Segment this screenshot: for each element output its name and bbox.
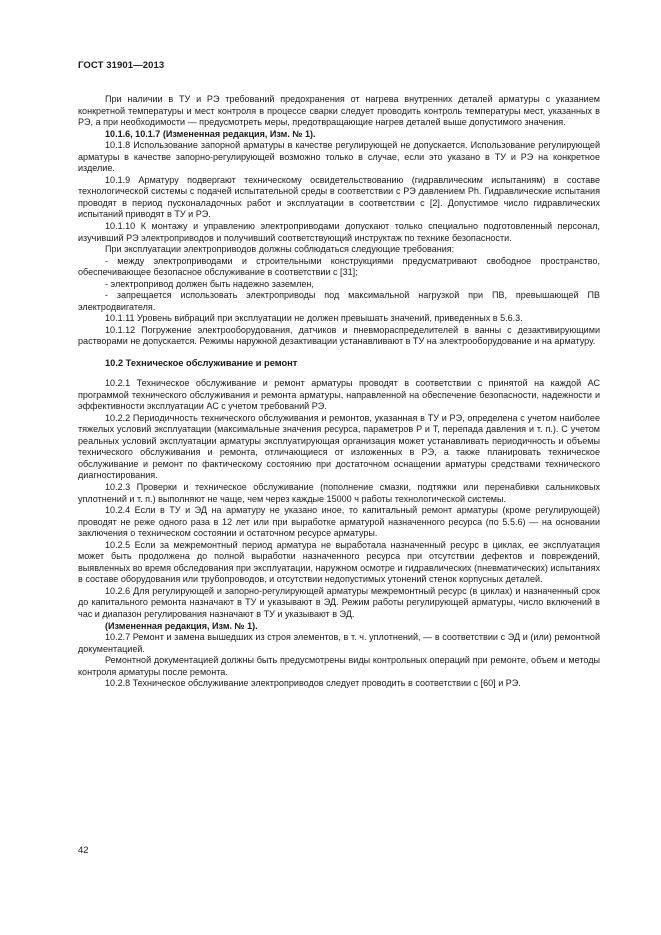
page-number: 42 [78,845,89,856]
list-item: - электропривод должен быть надежно заземлен, [105,278,314,289]
list-item: - между электроприводами и строительными конструкциями предусматривают свободное пространство, обеспечивающее безопасное обслуживание в соответствии с [31]; [78,255,600,278]
paragraph: 10.2.1 Техническое обслуживание и ремонт арматуры проводят в соответствии с принятой на каждой АС программой технического обслуживания и ремонта арматуры, направленной на обеспечение безопасности, надежности и эффективности эксплуатации АС с учетом требований РЭ. [78,378,600,412]
amendment-note: 10.1.6, 10.1.7 (Измененная редакция, Изм. № 1). [105,128,316,139]
amendment-note: (Измененная редакция, Изм. № 1). [105,620,258,631]
paragraph: 10.2.6 Для регулирующей и запорно-регулирующей арматуры межремонтный ресурс (в циклах) и назначенный срок до капитального ремонта назначают в ТУ и указывают в ЭД. Режим работы регулирующей арматуры, число включений в час и диапазон регулирования назначают в ТУ и указывают в ЭД. [78,585,600,619]
paragraph: 10.2.5 Если за межремонтный период арматура не выработала назначенный ресурс в циклах, ее эксплуатация может быть продолжена до полной выработки назначенного ресурса при отсутствии дефектов и повреждений, выявленных во время обследования при эксплуатации, наружном осмотре и гидравлических (пневматических) испытаниях в составе оборудования или трубопроводов, и отсутствии недопустимых утонений стенок корпусных деталей. [78,539,600,585]
paragraph: Ремонтной документацией должны быть предусмотрены виды контрольных операций при ремонте, объем и методы контроля арматуры после ремонта. [78,655,600,677]
paragraph: 10.2.3 Проверки и техническое обслуживание (пополнение смазки, подтяжки или перенабивки сальниковых уплотнений и т. п.) выполняют не чаще, чем через каждые 15000 ч работы технологической системы. [78,481,600,504]
paragraph: 10.2.8 Техническое обслуживание электроприводов следует проводить в соответствии с [60] и РЭ. [105,678,521,689]
document-body [78,94,600,690]
paragraph: 10.2.2 Периодичность технического обслуживания и ремонтов, указанная в ТУ и РЭ, определена с учетом наиболее тяжелых условий эксплуатации (максимальные значения ресурса, параметров P и T, перепада давления и т. п.). С учетом реальных условий эксплуатации арматуры эксплуатирующая организация может устанавливать периодичность и объемы технического обслуживания и ремонта, отличающиеся от изложенных в РЭ, а также планировать техническое обслуживание и ремонт по фактическому состоянию при достаточном оснащении арматуры средствами технического диагностирования. [78,412,600,481]
paragraph: 10.1.11 Уровень вибраций при эксплуатации не должен превышать значений, приведенных в 5.6.3. [105,313,523,324]
paragraph: При наличии в ТУ и РЭ требований предохранения от нагрева внутренних деталей арматуры с указанием конкретной температуры и мест контроля в процессе сварки следует проводить контроль температуры мест, указанных в РЭ, а при необходимости — предусмотреть меры, предотвращающие нагрев деталей выше допустимого значения. [78,94,600,128]
section-heading: 10.2 Техническое обслуживание и ремонт [105,358,298,369]
paragraph: 10.1.9 Арматуру подвергают техническому освидетельствованию (гидравлическим испытаниям) в составе технологической системы с подачей испытательной среды в соответствии с РЭ давлением Ph. Гидравлические испытания проводят в период пусконаладочных работ и эксплуатации в соответствии с [2]. Допустимое число гидравлических испытаний приводят в ТУ и РЭ. [78,174,600,220]
document-header: ГОСТ 31901—2013 [78,60,165,71]
paragraph: 10.2.7 Ремонт и замена вышедших из строя элементов, в т. ч. уплотнений, — в соответствии с ЭД и (или) ремонтной документацией. [78,632,600,654]
list-item: - запрещается использовать электроприводы под максимальной нагрузкой при ПВ, превышающей ПВ электродвигателя. [78,290,600,312]
paragraph: 10.1.8 Использование запорной арматуры в качестве регулирующей не допускается. Использование регулирующей арматуры в качестве запорно-регулирующей возможно только в случае, если это указано в ТУ и РЭ на конкретное изделие. [78,140,600,174]
paragraph: При эксплуатации электроприводов должны соблюдаться следующие требования: [105,244,455,255]
paragraph: 10.1.12 Погружение электрооборудования, датчиков и пневмораспределителей в ванны с дезактивирующими растворами не допускается. Режимы наружной дезактивации устанавливают в ТУ на электрооборудование и на арматуру. [78,324,600,347]
paragraph: 10.2.4 Если в ТУ и ЭД на арматуру не указано иное, то капитальный ремонт арматуры (кроме регулирующей) проводят не реже одного раза в 12 лет или при выработке арматурой назначенного ресурса (по 5.5.6) — на основании заключения о техническом состоянии и остаточном ресурсе арматуры. [78,505,600,539]
paragraph: 10.1.10 К монтажу и управлению электроприводами допускают только специально подготовленный персонал, изучивший РЭ электроприводов и получивший соответствующий инструктаж по технике безопасности. [78,221,600,243]
